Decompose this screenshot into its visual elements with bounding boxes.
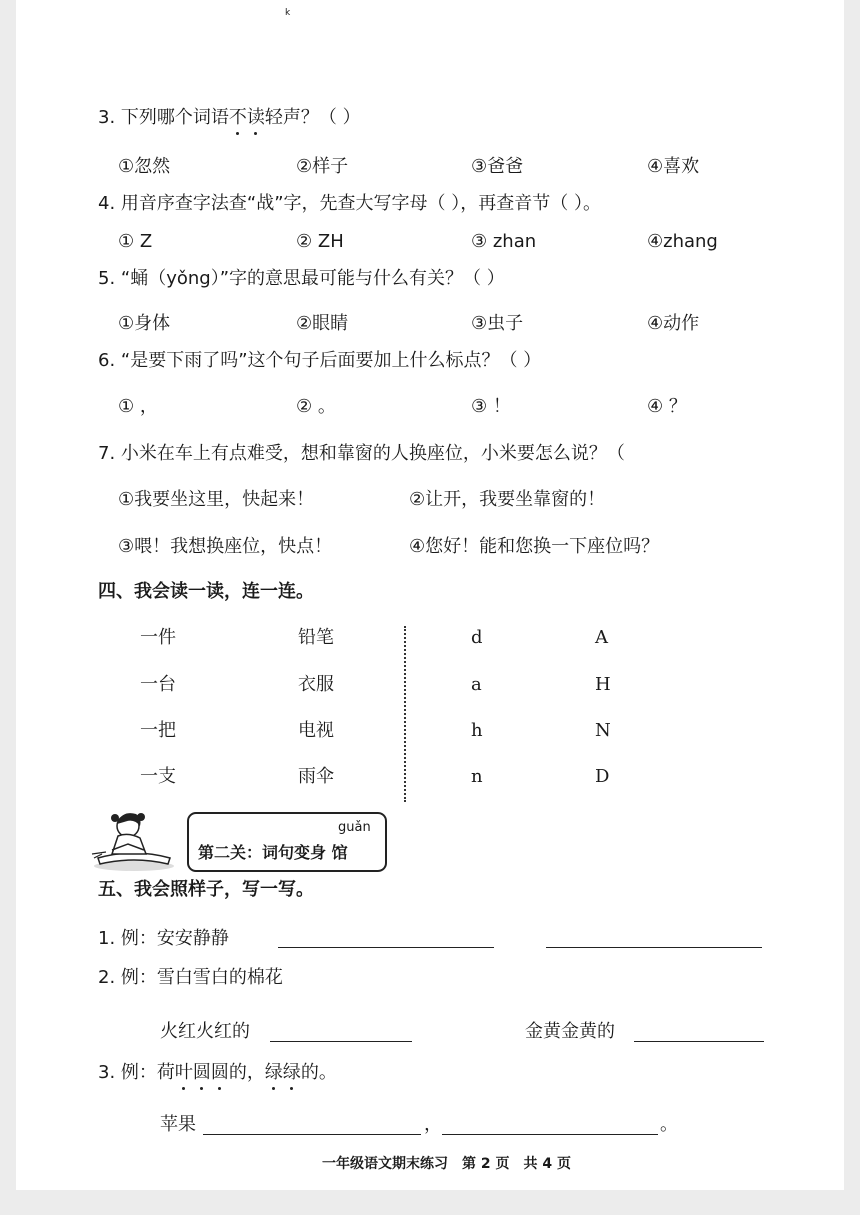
- answer-line: [270, 1041, 412, 1042]
- q3-option-3: ③爸爸: [471, 156, 524, 177]
- q3-option-2: ②样子: [296, 156, 349, 177]
- sentence-char: 绿: [282, 1062, 301, 1083]
- sentence-char: 绿: [264, 1062, 283, 1083]
- q4-option-3: ③ zhan: [471, 231, 537, 252]
- q7-option-4: ④您好！能和您换一下座位吗？: [409, 536, 660, 557]
- example-3-prompt: 苹果: [160, 1114, 196, 1135]
- scan-mark: k: [285, 8, 291, 18]
- q6-option-3: ③ ！: [471, 396, 511, 417]
- lowercase-letter: a: [471, 674, 482, 695]
- q7-option-1: ①我要坐这里，快起来！: [118, 489, 315, 510]
- section-4-title: 四、我会读一读，连一连。: [98, 581, 314, 602]
- uppercase-letter: N: [595, 720, 611, 741]
- banner-title: 第二关：词句变身 馆: [198, 843, 348, 862]
- answer-line: [278, 947, 494, 948]
- banner-pinyin: guǎn: [338, 820, 371, 835]
- noun-word: 电视: [298, 720, 334, 741]
- sentence-char: 荷: [156, 1062, 175, 1083]
- q4-option-1: ① Z: [118, 231, 153, 252]
- q5-option-1: ①身体: [118, 313, 171, 334]
- girl-reading-illustration: [88, 808, 176, 872]
- measure-word: 一台: [140, 674, 176, 695]
- measure-word: 一支: [140, 766, 176, 787]
- noun-word: 铅笔: [298, 627, 334, 648]
- sentence-char: 。: [318, 1062, 337, 1083]
- sentence-char: 圆: [192, 1062, 211, 1083]
- example-2: 2. 例：雪白雪白的棉花: [98, 967, 283, 988]
- sentence-char: 的: [228, 1062, 247, 1083]
- example-3-sentence: [157, 1062, 337, 1083]
- sentence-char: 叶: [174, 1062, 193, 1083]
- period-mark: 。: [660, 1114, 678, 1135]
- noun-word: 雨伞: [298, 766, 334, 787]
- question-3: 3. 下列哪个词语不读轻声？（ ）: [98, 107, 361, 128]
- q6-option-4: ④ ？: [647, 396, 687, 417]
- uppercase-letter: H: [595, 674, 611, 695]
- q7-option-2: ②让开，我要坐靠窗的！: [409, 489, 606, 510]
- question-4: 4. 用音序查字法查“战”字，先查大写字母（ ），再查音节（ ）。: [98, 193, 601, 214]
- sentence-char: 圆: [210, 1062, 229, 1083]
- question-6: 6. “是要下雨了吗”这个句子后面要加上什么标点？（ ）: [98, 350, 542, 371]
- dotted-divider: [404, 626, 406, 802]
- noun-word: 衣服: [298, 674, 334, 695]
- example-3: 3. 例：荷叶圆圆的，绿绿的。: [98, 1062, 337, 1083]
- question-7: 7. 小米在车上有点难受，想和靠窗的人换座位，小米要怎么说？（: [98, 443, 625, 464]
- answer-line: [203, 1134, 421, 1135]
- q4-option-2: ② ZH: [296, 231, 344, 252]
- emphasis-char: 读: [246, 107, 265, 128]
- comma-mark: ，: [424, 1114, 442, 1135]
- q6-option-1: ① ，: [118, 396, 158, 417]
- example-2-prompt-b: 金黄金黄的: [525, 1021, 615, 1042]
- uppercase-letter: D: [595, 766, 610, 787]
- uppercase-letter: A: [595, 627, 608, 648]
- emphasis-char: 不: [228, 107, 247, 128]
- q3-option-1: ①忽然: [118, 156, 171, 177]
- q7-option-3: ③喂！我想换座位，快点！: [118, 536, 333, 557]
- sentence-char: 的: [300, 1062, 319, 1083]
- example-1: 1. 例：安安静静: [98, 928, 229, 949]
- page-footer: 一年级语文期末练习 第 2 页 共 4 页: [322, 1156, 571, 1172]
- answer-line: [634, 1041, 764, 1042]
- q6-option-2: ② 。: [296, 396, 336, 417]
- measure-word: 一件: [140, 627, 176, 648]
- lowercase-letter: h: [471, 720, 483, 741]
- q3-option-4: ④喜欢: [647, 156, 700, 177]
- example-2-prompt-a: 火红火红的: [160, 1021, 250, 1042]
- measure-word: 一把: [140, 720, 176, 741]
- question-5: 5. “蛹（yǒng）”字的意思最可能与什么有关？（ ）: [98, 268, 505, 289]
- lowercase-letter: n: [471, 766, 483, 787]
- lowercase-letter: d: [471, 627, 483, 648]
- answer-line: [442, 1134, 658, 1135]
- dotted-emphasis: [229, 107, 265, 128]
- section-5-title: 五、我会照样子，写一写。: [98, 879, 314, 900]
- q4-option-4: ④zhang: [647, 231, 718, 252]
- answer-line: [546, 947, 762, 948]
- q5-option-3: ③虫子: [471, 313, 524, 334]
- sentence-char: ，: [246, 1062, 265, 1083]
- q5-option-2: ②眼睛: [296, 313, 349, 334]
- q5-option-4: ④动作: [647, 313, 700, 334]
